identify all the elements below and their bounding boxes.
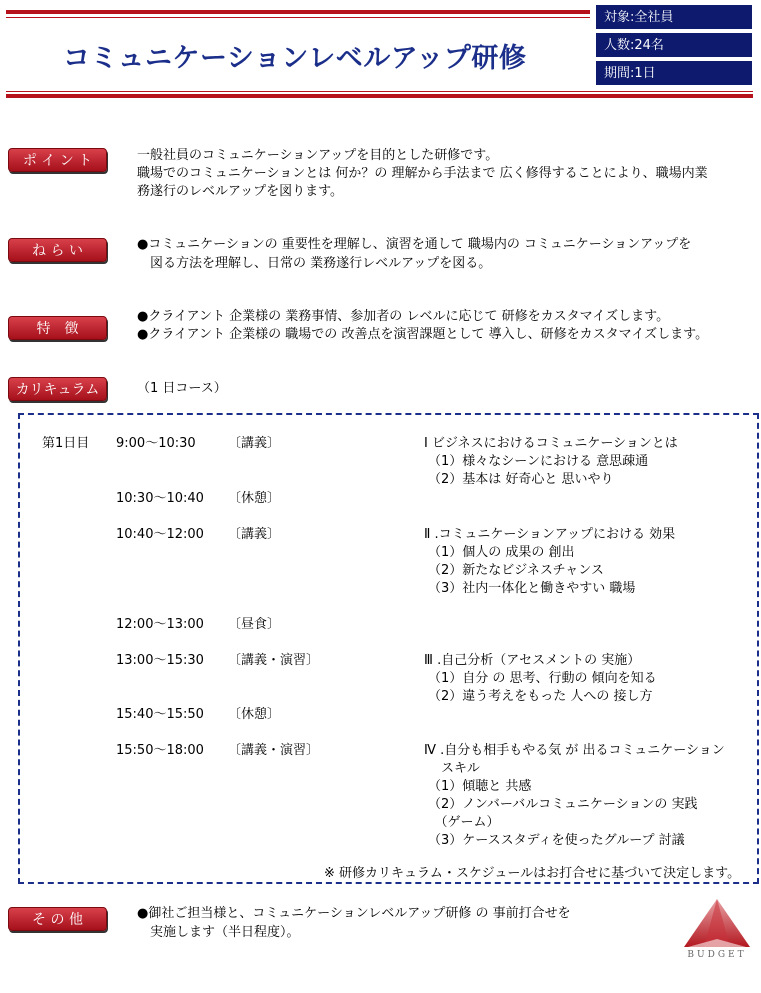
schedule-content-5-2: （2）違う考えをもった 人への 接し方 bbox=[428, 689, 653, 704]
schedule-content-7-1: スキル bbox=[428, 761, 480, 776]
section-badge-curriculum: カリキュラム bbox=[8, 377, 107, 401]
schedule-content-3-3: （3）社内一体化と働きやすい 職場 bbox=[428, 581, 636, 596]
curriculum-note: ※ 研修カリキュラム・スケジュールはお打合せに基づいて決定します。 bbox=[324, 866, 741, 881]
schedule-content-3-1: （1）個人の 成果の 創出 bbox=[428, 545, 575, 560]
section-badge-other: そ の 他 bbox=[8, 907, 107, 931]
schedule-type-6: 〔休憩〕 bbox=[228, 707, 281, 722]
aim-line-2: 図る方法を理解し、日常の 業務遂行レベルアップを図る。 bbox=[137, 256, 492, 271]
point-line-1: 一般社員のコミュニケーションアップを目的とした研修です。 bbox=[137, 148, 499, 163]
feature-line-2: ●クライアント 企業様の 職場での 改善点を演習課題として 導入し、研修をカスタマイズします。 bbox=[137, 327, 709, 342]
schedule-content-7-4: （ゲーム） bbox=[428, 815, 500, 830]
budget-logo bbox=[680, 895, 754, 965]
info-period: 期間:1日 bbox=[596, 61, 752, 85]
budget-logo-text: BUDGET bbox=[687, 950, 747, 960]
schedule-time-7: 15:50～18:00 bbox=[116, 743, 204, 758]
header-top-thin-rule bbox=[6, 17, 590, 18]
section-badge-point: ポ イ ン ト bbox=[8, 148, 107, 172]
point-line-2: 職場でのコミュニケーションとは 何か？の 理解から手法まで 広く修得することにより、職場内業 bbox=[137, 166, 708, 181]
aim-line-1: ●コミュニケーションの 重要性を理解し、演習を通して 職場内の コミュニケーションアップを bbox=[137, 237, 692, 252]
schedule-type-2: 〔休憩〕 bbox=[228, 491, 281, 506]
info-target: 対象:全社員 bbox=[596, 5, 752, 29]
schedule-content-1-2: （2）基本は 好奇心と 思いやり bbox=[428, 472, 614, 487]
schedule-content-5-1: （1）自分 の 思考、行動の 傾向を知る bbox=[428, 671, 657, 686]
schedule-content-1-1: （1）様々なシーンにおける 意思疎通 bbox=[428, 454, 649, 469]
section-badge-feature: 特 徴 bbox=[8, 316, 107, 340]
schedule-content-7-0: Ⅳ .自分も相手もやる気 が 出るコミュニケーション bbox=[424, 743, 725, 758]
schedule-time-1: 9:00～10:30 bbox=[116, 436, 196, 451]
header-top-rule bbox=[6, 10, 590, 14]
schedule-type-7: 〔講義・演習〕 bbox=[228, 743, 320, 758]
header-bottom-thin-rule bbox=[6, 91, 753, 92]
schedule-time-6: 15:40～15:50 bbox=[116, 707, 204, 722]
section-badge-aim: ね ら い bbox=[8, 238, 107, 262]
schedule-time-4: 12:00～13:00 bbox=[116, 617, 204, 632]
feature-line-1: ●クライアント 企業様の 業務事情、参加者の レベルに応じて 研修をカスタマイズします。 bbox=[137, 309, 670, 324]
schedule-content-5-0: Ⅲ .自己分析（アセスメントの 実施） bbox=[424, 653, 641, 668]
schedule-content-1-0: Ⅰ ビジネスにおけるコミュニケーションとは bbox=[424, 436, 678, 451]
other-line-2: 実施します（半日程度）。 bbox=[137, 925, 300, 940]
curriculum-course: （1 日コース） bbox=[137, 381, 227, 396]
schedule-content-7-5: （3）ケーススタディを使ったグループ 討議 bbox=[428, 833, 685, 848]
schedule-type-5: 〔講義・演習〕 bbox=[228, 653, 320, 668]
schedule-type-4: 〔昼食〕 bbox=[228, 617, 281, 632]
curriculum-day: 第1日目 bbox=[42, 436, 90, 451]
schedule-time-5: 13:00～15:30 bbox=[116, 653, 204, 668]
other-line-1: ●御社ご担当様と、コミュニケーションレベルアップ研修 の 事前打合せを bbox=[137, 906, 571, 921]
schedule-type-3: 〔講義〕 bbox=[228, 527, 281, 542]
schedule-time-2: 10:30～10:40 bbox=[116, 491, 204, 506]
schedule-content-7-2: （1）傾聴と 共感 bbox=[428, 779, 532, 794]
schedule-type-1: 〔講義〕 bbox=[228, 436, 281, 451]
page-title: コミュニケーションレベルアップ研修 bbox=[63, 43, 527, 74]
schedule-content-3-2: （2）新たなビジネスチャンス bbox=[428, 563, 604, 578]
point-line-3: 務遂行のレベルアップを図ります。 bbox=[137, 184, 344, 199]
schedule-time-3: 10:40～12:00 bbox=[116, 527, 204, 542]
header-bottom-rule bbox=[6, 94, 753, 98]
schedule-content-7-3: （2）ノンバーバルコミュニケーションの 実践 bbox=[428, 797, 698, 812]
info-count: 人数:24名 bbox=[596, 33, 752, 57]
schedule-content-3-0: Ⅱ .コミュニケーションアップにおける 効果 bbox=[424, 527, 676, 542]
